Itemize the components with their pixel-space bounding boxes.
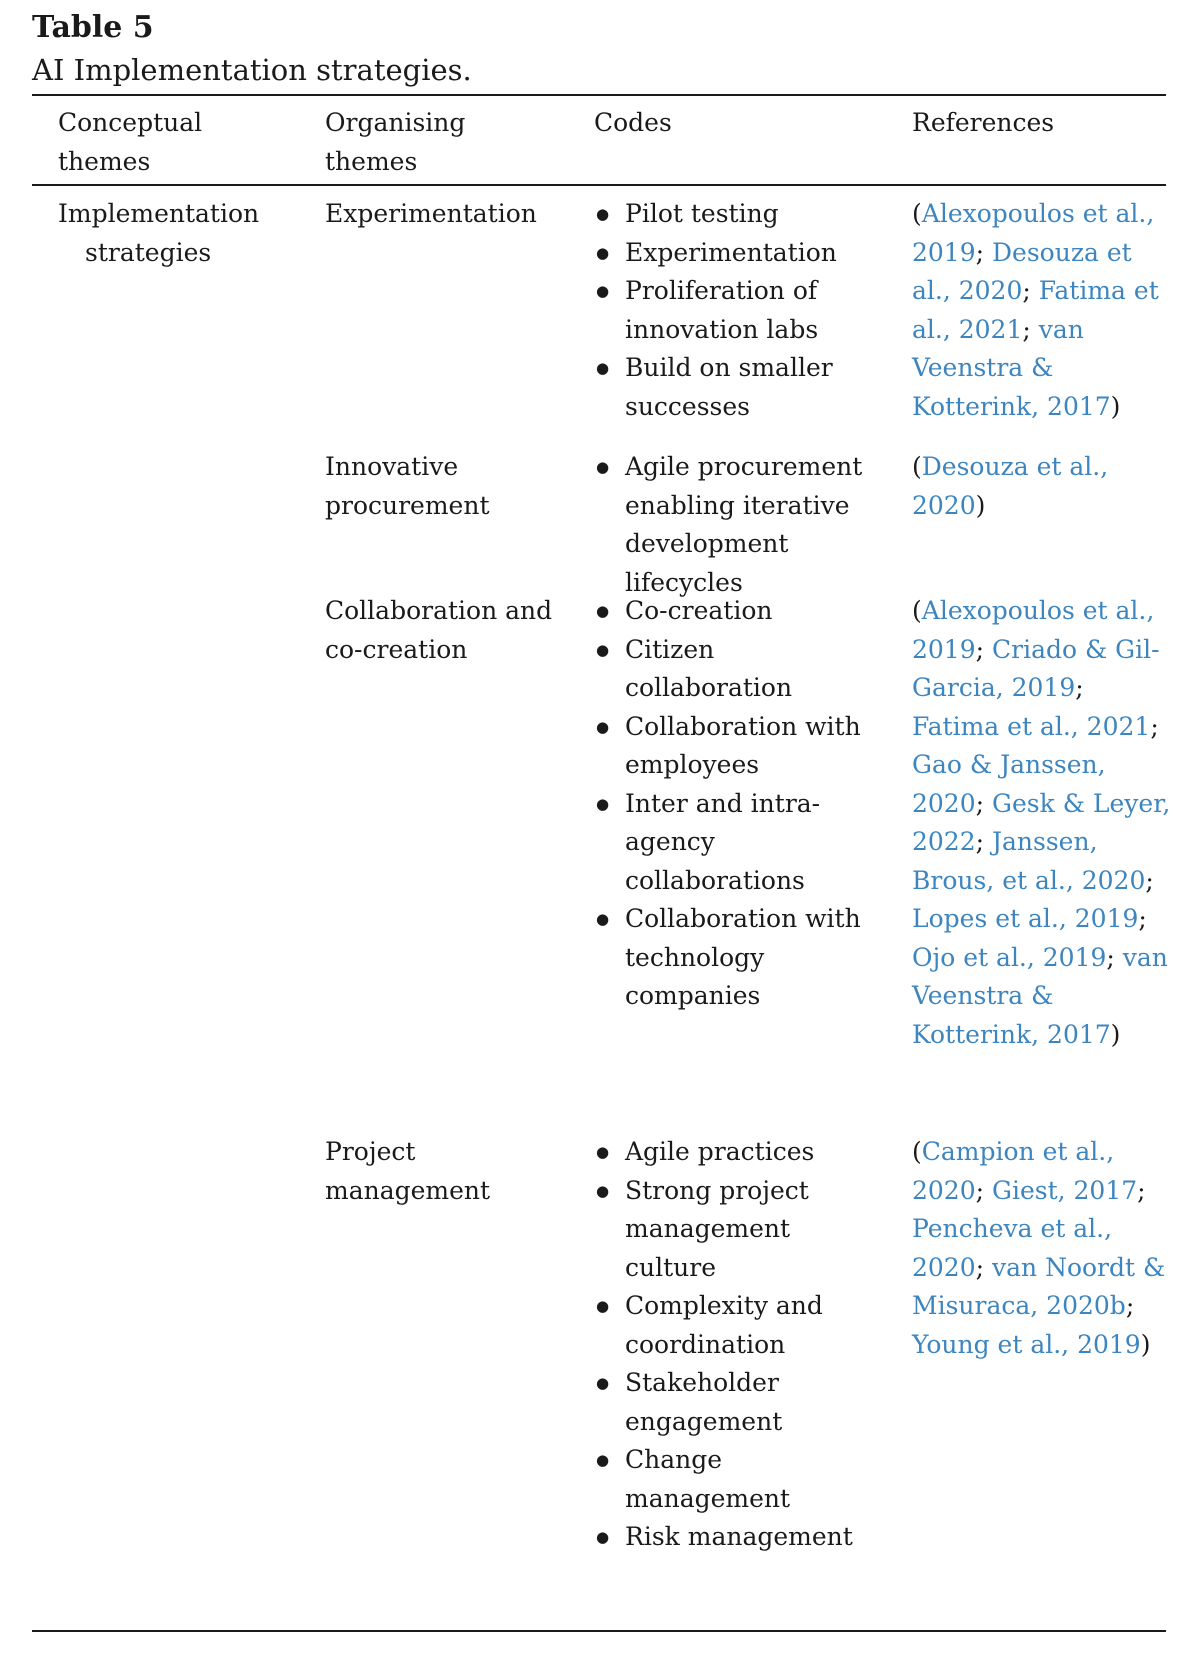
code-item: ● Co-creation [594,592,874,631]
reference-link[interactable]: Gao & Janssen, 2020 [912,750,1106,818]
codes-list-project-management [594,1133,874,1557]
table-label: Table 5 [32,10,154,45]
code-item: ● Citizen collaboration [594,631,874,708]
top-rule [32,94,1166,96]
references-experimentation: (Alexopoulos et al., 2019; Desouza et al., 2020; Fatima et al., 2021; van Veenstra & Kotterink, 2017) [912,199,1159,421]
codes-list-experimentation [594,195,874,426]
organising-theme-collaboration: Collaboration and co-creation [325,596,553,664]
code-item: ● Proliferation of innovation labs [594,272,874,349]
code-item: ● Pilot testing [594,195,874,234]
reference-link[interactable]: Young et al., 2019 [912,1329,1141,1359]
codes-list-innovative-procurement [594,448,874,602]
reference-link[interactable]: Lopes et al., 2019 [912,904,1139,933]
code-item: ● Agile practices [594,1133,874,1172]
reference-link[interactable]: Campion et al., 2020 [912,1137,1115,1205]
codes-list-collaboration [594,592,874,1016]
organising-theme-project-management: Project management [325,1137,491,1205]
reference-link[interactable]: Alexopoulos et al., 2019 [912,199,1155,267]
reference-link[interactable]: Gesk & Leyer, 2022 [912,788,1171,856]
code-item: ● Build on smaller successes [594,349,874,426]
references-project-management: (Campion et al., 2020; Giest, 2017; Pencheva et al., 2020; van Noordt & Misuraca, 2020b; Young et al., 2019) [912,1137,1166,1359]
reference-link[interactable]: Ojo et al., 2019 [912,942,1107,972]
code-item: ● Collaboration with employees [594,708,874,785]
code-item: ● Change management [594,1441,874,1518]
code-item: ● Stakeholder engagement [594,1364,874,1441]
code-item: ● Experimentation [594,234,874,273]
organising-theme-experimentation: Experimentation [325,199,537,228]
reference-link[interactable]: Criado & Gil-Garcia, 2019 [912,634,1160,702]
organising-theme-innovative-procurement: Innovative procurement [325,452,490,520]
code-item: ● Risk management [594,1518,874,1557]
reference-link[interactable]: Desouza et al., 2020 [912,452,1109,520]
column-header-references: References [912,108,1055,137]
reference-link[interactable]: Fatima et al., 2021 [912,711,1151,741]
reference-link[interactable]: van Veenstra & Kotterink, 2017 [912,314,1111,421]
code-item: ● Agile procurement enabling iterative development lifecycles [594,448,874,602]
references-innovative-procurement: (Desouza et al., 2020) [912,452,1109,520]
code-item: ● Strong project management culture [594,1172,874,1288]
reference-link[interactable]: Pencheva et al., 2020 [912,1214,1113,1282]
reference-link[interactable]: Desouza et al., 2020 [912,237,1132,305]
bottom-rule [32,1630,1166,1632]
reference-link[interactable]: Giest, 2017 [992,1175,1138,1205]
code-item: ● Collaboration with technology companies [594,900,874,1016]
column-header-organising-themes: Organising themes [325,108,466,176]
column-header-conceptual-themes: Conceptual themes [58,108,203,176]
reference-link[interactable]: Janssen, Brous, et al., 2020 [912,827,1146,895]
table-title: AI Implementation strategies. [32,53,472,87]
reference-link[interactable]: van Noordt & Misuraca, 2020b [912,1252,1166,1320]
column-header-codes: Codes [594,108,672,137]
reference-link[interactable]: van Veenstra & Kotterink, 2017 [912,942,1168,1049]
conceptual-theme-cell: Implementation strategies [58,199,260,267]
references-collaboration: (Alexopoulos et al., 2019; Criado & Gil-Garcia, 2019; Fatima et al., 2021; Gao & Janssen, 2020; Gesk & Leyer, 2022; Janssen, Brous, et al., 2020; Lopes et al., 2019; Ojo et al., 2019; van Veenstra & Kotterink, 2017) [912,596,1171,1049]
code-item: ● Inter and intra-agency collaborations [594,785,874,901]
code-item: ● Complexity and coordination [594,1287,874,1364]
reference-link[interactable]: Fatima et al., 2021 [912,276,1159,344]
reference-link[interactable]: Alexopoulos et al., 2019 [912,596,1155,664]
header-rule [32,184,1166,186]
